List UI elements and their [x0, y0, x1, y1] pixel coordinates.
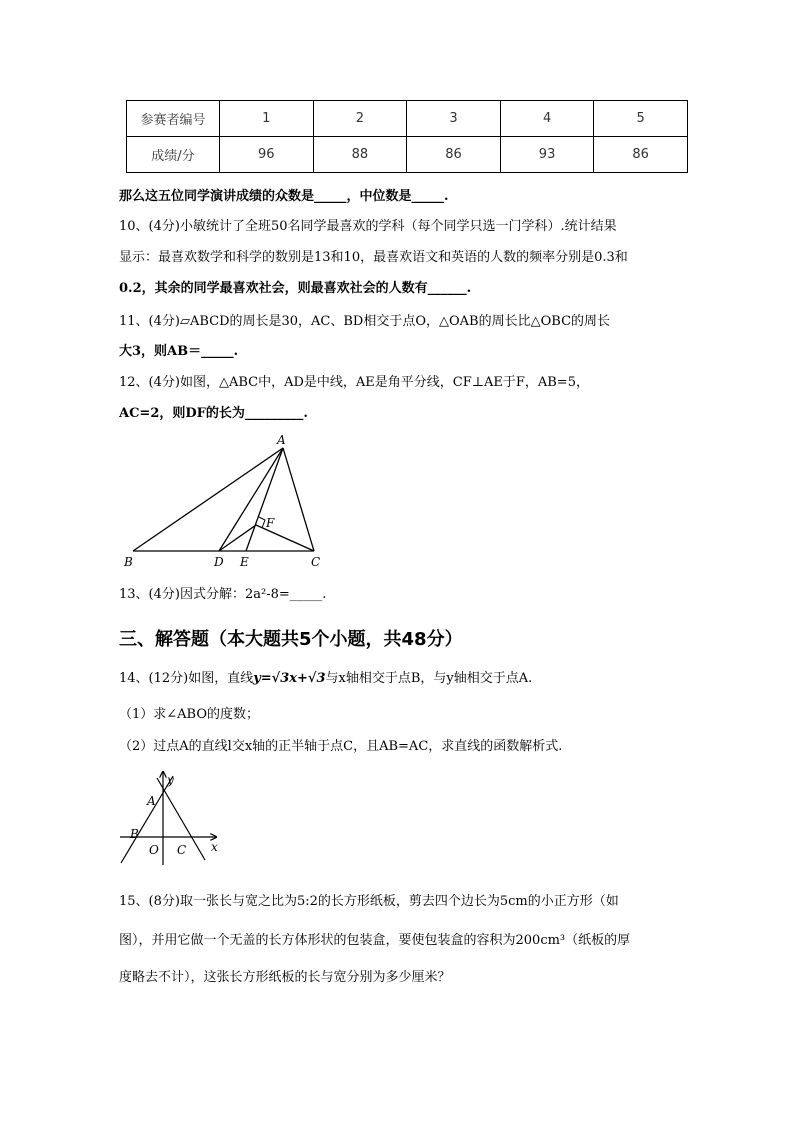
table-cell: 成绩/分 — [127, 137, 220, 173]
q15-line1: 15、(8分)取一张长与宽之比为5:2的长方形纸板，剪去四个边长为5cm的小正方形（如 — [119, 894, 619, 909]
line-ab — [121, 776, 173, 863]
table-cell: 93 — [500, 137, 594, 173]
table-cell: 4 — [500, 101, 594, 137]
q14-stem — [119, 670, 532, 688]
label-c: C — [177, 843, 187, 857]
q11-line2: 大3，则AB＝_____. — [119, 344, 239, 359]
segment-cf — [256, 525, 314, 551]
segment-ab — [133, 448, 283, 551]
q11-line1: 11、(4分)▱ABCD的周长是30，AC、BD相交于点O，△OAB的周长比△OBC的周长 — [119, 314, 611, 329]
triangle-figure — [115, 430, 345, 575]
table-row — [127, 101, 688, 137]
q10-line1: 10、(4分)小敏统计了全班50名同学最喜欢的学科（每个同学只选一门学科）.统计结果 — [119, 219, 617, 234]
q15-line3: 度略去不计），这张长方形纸板的长与宽分别为多少厘米？ — [119, 970, 451, 985]
table-cell: 参赛者编号 — [127, 101, 220, 137]
q14-part1: （1）求∠ABO的度数； — [119, 707, 260, 722]
label-e: E — [240, 555, 249, 569]
q15-line2: 图），并用它做一个无盖的长方体形状的包装盒，要使包装盒的容积为200cm³（纸板的厚 — [119, 933, 631, 948]
q14-equation: y=√3x+√3 — [253, 671, 326, 686]
label-b: B — [130, 827, 139, 841]
q9-tail-text: 那么这五位同学演讲成绩的众数是_____，中位数是_____. — [119, 189, 449, 204]
table-cell: 96 — [220, 137, 314, 173]
q13-text: 13、(4分)因式分解：2a²-8=_____. — [119, 587, 327, 602]
score-table — [126, 100, 688, 173]
table-cell: 5 — [594, 101, 688, 137]
section-3-title: 三、解答题（本大题共5个小题，共48分） — [119, 629, 463, 650]
q12-line1: 12、(4分)如图，△ABC中，AD是中线，AE是角平分线，CF⊥AE于F，AB=5， — [119, 375, 589, 390]
label-f: F — [266, 516, 275, 530]
q12-line2: AC=2，则DF的长为_________. — [119, 406, 308, 421]
line-graph-figure — [115, 768, 230, 868]
q14-part2: （2）过点A的直线l交x轴的正半轴于点C，且AB=AC，求直线的函数解析式. — [119, 739, 563, 754]
label-b: B — [124, 555, 133, 569]
table-cell: 1 — [220, 101, 314, 137]
table-row — [127, 137, 688, 173]
q10-line2: 显示：最喜欢数学和科学的数别是13和10，最喜欢语文和英语的人数的频率分别是0.3和 — [119, 250, 628, 265]
segment-ac — [283, 448, 314, 551]
label-a: A — [147, 794, 156, 808]
q14-stem-suffix: 与x轴相交于点B，与y轴相交于点A. — [325, 671, 533, 686]
label-d: D — [214, 555, 224, 569]
table-cell: 86 — [407, 137, 501, 173]
label-x: x — [211, 840, 218, 854]
table-cell: 3 — [407, 101, 501, 137]
q10-line3: 0.2，其余的同学最喜欢社会，则最喜欢社会的人数有______. — [119, 281, 472, 296]
table-cell: 86 — [594, 137, 688, 173]
table-cell: 2 — [313, 101, 407, 137]
label-a: A — [277, 433, 286, 447]
q14-stem-prefix: 14、(12分)如图，直线 — [119, 671, 254, 686]
table-cell: 88 — [313, 137, 407, 173]
label-o: O — [149, 843, 159, 857]
label-c: C — [311, 555, 321, 569]
label-y: y — [167, 773, 174, 787]
